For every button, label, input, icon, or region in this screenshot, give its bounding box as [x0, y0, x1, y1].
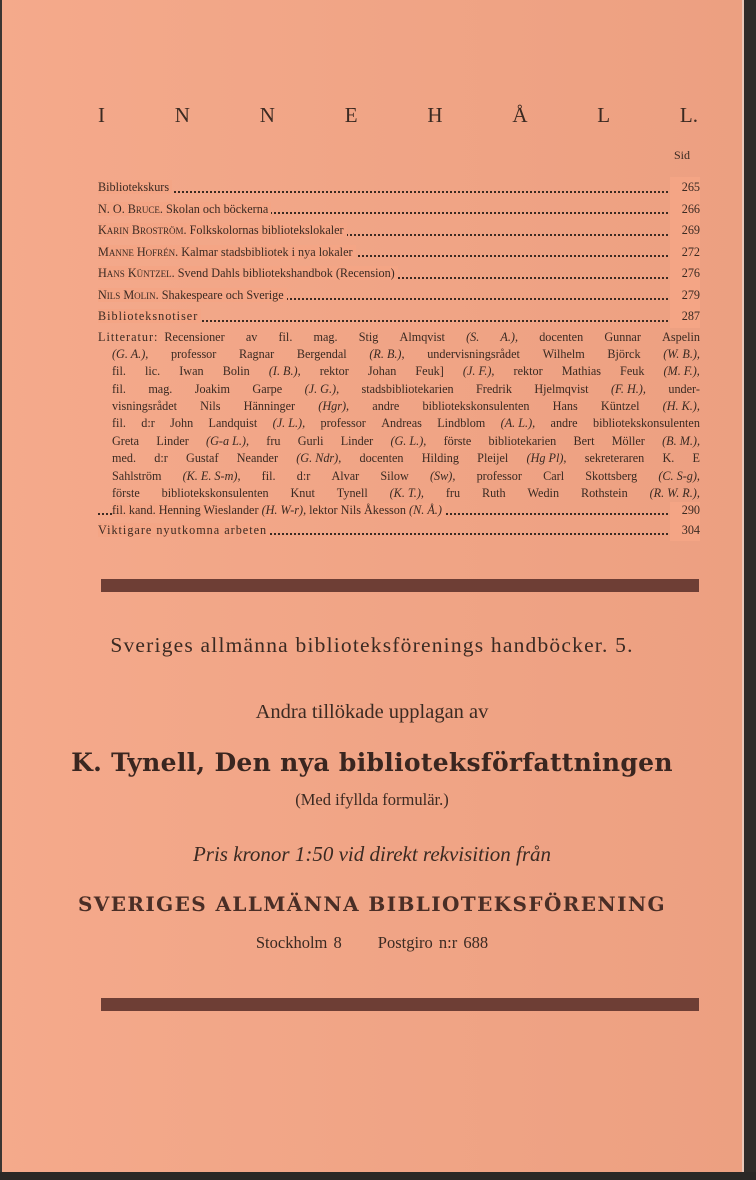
reviewer-text: Sahlström — [112, 468, 162, 483]
toc-page: 265 — [670, 177, 700, 199]
reviewer-text: professor — [320, 416, 366, 431]
reviewer-text: Bolin — [222, 364, 250, 379]
reviewer-initials: (Hgr), — [318, 399, 350, 414]
litteratur-line — [98, 468, 700, 485]
price-text: Pris kronor 1:50 vid direkt rekvisition från — [192, 842, 552, 866]
toc-page: 276 — [670, 263, 700, 285]
reviewer-initials: (K. E. S-m), — [182, 468, 241, 483]
reviewer-text: fil. kand. Henning Wieslander — [112, 503, 262, 518]
reviewer-text: docenten — [359, 451, 404, 466]
edition-text: Andra tillökade upplagan av — [255, 701, 489, 723]
publisher-name: SVERIGES ALLMÄNNA BIBLIOTEKSFÖRENING — [77, 892, 667, 916]
toc-author: Nils Molin. — [98, 287, 159, 302]
heading-letter: Å — [512, 103, 528, 127]
reviewer-initials: (R. B.), — [369, 346, 405, 361]
publisher-address — [2, 933, 742, 953]
reviewer-text: E — [692, 451, 700, 466]
reviewer-initials: (Hg Pl), — [526, 451, 567, 466]
litteratur-line — [98, 329, 700, 346]
reviewer-text: bibliotekskonsulenten — [592, 416, 700, 431]
reviewer-text: Recensioner — [164, 329, 225, 344]
toc-entry — [98, 242, 700, 264]
page-column-label: Sid — [674, 148, 691, 162]
scan-edge — [0, 1172, 756, 1180]
reviewer-text: Hänninger — [243, 399, 296, 414]
book-subtitle: (Med ifyllda formulär.) — [295, 790, 449, 809]
reviewer-text: d:r — [154, 451, 168, 466]
reviewer-text: Carl — [543, 468, 565, 483]
toc-entry — [98, 199, 700, 221]
reviewer-text: Andreas — [381, 416, 422, 431]
reviewer-text: fil. — [112, 416, 126, 431]
reviewer-initials: (I. B.), — [268, 364, 301, 379]
reviewer-text: Garpe — [252, 381, 283, 396]
litteratur-line — [98, 450, 700, 467]
reviewer-text: Ragnar — [238, 346, 275, 361]
reviewer-text: Pleijel — [477, 451, 509, 466]
toc-entry — [98, 177, 700, 199]
litteratur-line — [98, 485, 700, 502]
reviewer-text: undervisningsrådet — [427, 346, 520, 361]
reviewer-text: Lindblom — [437, 416, 486, 431]
scan-edge — [744, 0, 756, 1180]
reviewer-text: mag. — [148, 381, 173, 396]
reviewer-initials: (G. L.), — [390, 433, 427, 448]
reviewer-text: professor — [476, 468, 522, 483]
reviewer-initials: (G. A.), — [112, 346, 149, 361]
reviewer-text: rektor — [319, 364, 349, 379]
reviewer-text: Feuk] — [415, 364, 444, 379]
toc-page: 266 — [670, 199, 700, 221]
reviewer-text: Möller — [611, 433, 645, 448]
reviewer-text: K. — [662, 451, 675, 466]
toc-entry — [98, 285, 700, 307]
reviewer-text: fil. — [112, 381, 126, 396]
reviewer-text: Silow — [380, 468, 409, 483]
reviewer-text: fru — [445, 486, 461, 501]
heading-letter: L. — [679, 103, 698, 127]
reviewer-text: Mathias — [561, 364, 601, 379]
toc-title: Skolan och böckerna — [166, 201, 269, 216]
toc-title: Viktigare nyutkomna arbeten — [98, 523, 270, 537]
toc-title: Shakespeare och Sverige — [161, 287, 284, 302]
table-of-contents — [98, 177, 700, 541]
reviewer-text: Knut — [290, 486, 315, 501]
reviewer-text: Gurli — [297, 433, 324, 448]
reviewer-initials: (A. L.), — [500, 416, 536, 431]
reviewer-initials: (W. B.), — [663, 346, 700, 361]
reviewer-initials: (G. Ndr), — [296, 451, 342, 466]
toc-author: Karin Broström. — [98, 223, 187, 237]
toc-title: Kalmar stadsbibliotek i nya lokaler — [181, 244, 353, 259]
heading-letter: L — [597, 103, 611, 127]
reviewer-text: Landquist — [208, 416, 258, 431]
toc-entry — [98, 220, 700, 242]
reviewer-initials: (S. — [466, 329, 480, 344]
reviewer-text: Hjelmqvist — [534, 381, 589, 396]
reviewer-text: Wilhelm — [542, 346, 585, 361]
toc-page: 304 — [670, 520, 700, 541]
reviewer-initials: (H. W-r), — [261, 503, 307, 518]
toc-title: Folkskolornas bibliotekslokaler — [189, 223, 344, 237]
reviewer-initials: (R. W. R.), — [649, 486, 700, 501]
reviewer-text: under- — [668, 381, 700, 396]
reviewer-text: fru — [266, 433, 281, 448]
reviewer-text: Fredrik — [476, 381, 512, 396]
reviewer-text: bibliotekarien — [488, 433, 557, 448]
heading-letter: N — [259, 103, 275, 127]
reviewer-text: lektor Nils Åkesson — [306, 503, 410, 518]
reviewer-text: Ruth — [481, 486, 506, 501]
reviewer-text: Linder — [156, 433, 189, 448]
reviewer-text: Alvar — [331, 468, 360, 483]
reviewer-text: bibliotekskonsulenten — [161, 486, 269, 501]
reviewer-text: Wedin — [527, 486, 560, 501]
series-title: Sveriges allmänna biblioteksförenings handböcker. 5. — [110, 633, 634, 657]
reviewer-text: docenten — [539, 329, 584, 344]
reviewer-text: förste — [112, 486, 140, 501]
litteratur-line — [98, 381, 700, 398]
toc-title: Biblioteksnotiser — [98, 309, 199, 323]
toc-entry — [98, 263, 700, 285]
litteratur-last-line — [98, 502, 700, 519]
reviewer-text: visningsrådet — [112, 399, 177, 414]
reviewer-text: av — [245, 329, 258, 344]
reviewer-text: Joakim — [194, 381, 230, 396]
city-text: Stockholm 8 — [255, 933, 342, 952]
reviewer-text: med. — [112, 451, 137, 466]
reviewer-initials: (F. H.), — [610, 381, 646, 396]
reviewer-text: Aspelin — [662, 329, 700, 344]
reviewer-initials: (J. F.), — [462, 364, 495, 379]
reviewer-text: Nils — [200, 399, 221, 414]
toc-page: 287 — [670, 306, 700, 328]
litteratur-line — [98, 415, 700, 432]
reviewer-text: Iwan — [179, 364, 204, 379]
reviewer-text: Johan — [367, 364, 397, 379]
reviewer-text: andre — [550, 416, 578, 431]
divider-bar — [101, 579, 699, 592]
toc-entry — [98, 306, 700, 328]
heading-letter: E — [344, 103, 358, 127]
divider-bar — [101, 998, 699, 1011]
reviewer-initials: (C. S-g), — [658, 468, 700, 483]
reviewer-initials: (M. F.), — [663, 364, 700, 379]
toc-author: N. O. Bruce. — [98, 201, 163, 216]
toc-page: 269 — [670, 220, 700, 242]
reviewer-text: Feuk — [620, 364, 645, 379]
reviewer-text: Almqvist — [399, 329, 445, 344]
reviewer-text: Greta — [112, 433, 140, 448]
litteratur-line — [98, 346, 700, 363]
postgiro-text: Postgiro n:r 688 — [377, 933, 489, 952]
reviewer-text: sekreteraren — [584, 451, 645, 466]
reviewer-text: d:r — [141, 416, 155, 431]
reviewer-text: Tynell — [336, 486, 368, 501]
toc-author: Manne Hofrén. — [98, 244, 179, 259]
reviewer-text: Gunnar — [604, 329, 641, 344]
document-page — [2, 0, 744, 1172]
reviewer-text: Neander — [236, 451, 279, 466]
reviewer-text: stadsbibliotekarien — [361, 381, 454, 396]
litteratur-line — [98, 433, 700, 450]
reviewer-initials: (G-a L.), — [206, 433, 250, 448]
litteratur-label: Litteratur: — [98, 329, 159, 344]
reviewer-text: Hans — [552, 399, 578, 414]
reviewer-text: Bergendal — [296, 346, 347, 361]
reviewer-initials: (J. G.), — [304, 381, 340, 396]
reviewer-initials: A.), — [500, 329, 519, 344]
reviewer-text: Rothstein — [580, 486, 628, 501]
reviewer-initials: (B. M.), — [662, 433, 700, 448]
book-title: K. Tynell, Den nya biblioteksförfattningen — [71, 748, 673, 777]
reviewer-text: professor — [170, 346, 217, 361]
reviewer-text: fil. — [278, 329, 293, 344]
reviewer-initials: (N. Å.) — [409, 503, 442, 518]
reviewer-text: Hilding — [421, 451, 459, 466]
reviewer-text: mag. — [313, 329, 338, 344]
contents-heading — [98, 103, 698, 133]
reviewer-text: Skottsberg — [585, 468, 638, 483]
toc-page: 272 — [670, 242, 700, 264]
heading-letter: I — [98, 103, 105, 127]
reviewer-initials: (H. K.), — [662, 399, 700, 414]
reviewer-text: Stig — [358, 329, 379, 344]
reviewer-text: d:r — [296, 468, 311, 483]
reviewer-text: fil. — [112, 364, 126, 379]
toc-entry — [98, 520, 700, 541]
toc-page: 290 — [670, 502, 700, 519]
reviewer-text: John — [170, 416, 194, 431]
toc-author: Hans Küntzel. — [98, 266, 175, 280]
litteratur-line — [98, 398, 700, 415]
reviewer-text: bibliotekskonsulenten — [422, 399, 530, 414]
litteratur-line — [98, 363, 700, 380]
toc-page: 279 — [670, 285, 700, 307]
reviewer-initials: (J. L.), — [272, 416, 306, 431]
reviewer-text: Gustaf — [186, 451, 219, 466]
reviewer-text: Björck — [607, 346, 641, 361]
reviewer-text: Bert — [573, 433, 595, 448]
reviewer-text: rektor — [513, 364, 543, 379]
reviewer-text: andre — [372, 399, 400, 414]
reviewer-text: lic. — [144, 364, 161, 379]
reviewer-initials: (Sw), — [430, 468, 456, 483]
reviewer-text: Linder — [340, 433, 374, 448]
toc-title: Svend Dahls bibliotekshandbok (Recension) — [177, 266, 395, 280]
reviewer-initials: (K. T.), — [389, 486, 424, 501]
reviewer-text: förste — [443, 433, 472, 448]
heading-letter: H — [427, 103, 443, 127]
reviewer-text: Küntzel — [600, 399, 640, 414]
toc-title: Bibliotekskurs — [98, 180, 170, 194]
litteratur-entry — [98, 329, 700, 541]
reviewer-text: fil. — [261, 468, 276, 483]
heading-letter: N — [174, 103, 190, 127]
